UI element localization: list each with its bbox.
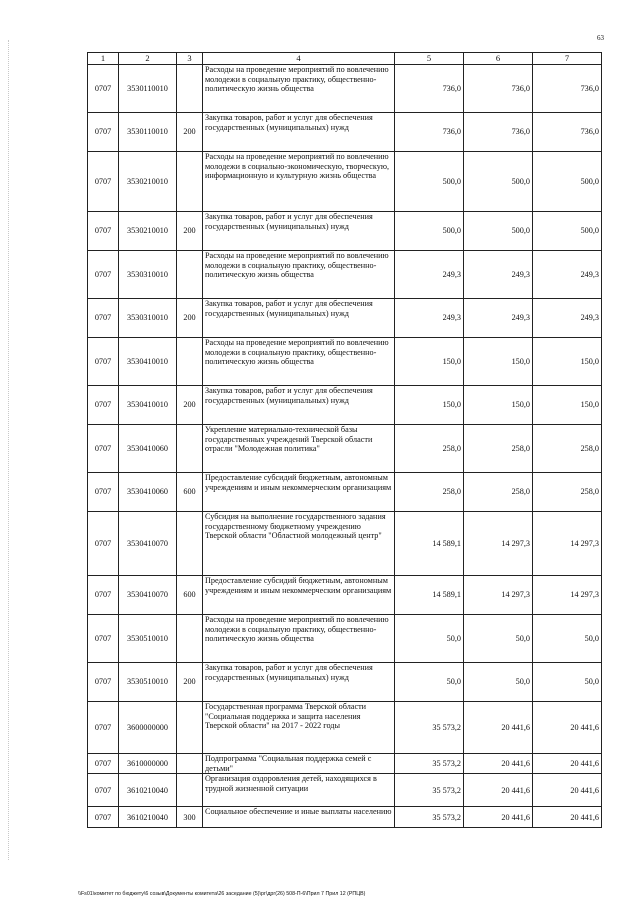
cell-amount-3: 50,0 <box>533 615 602 663</box>
cell-target-article: 3530110010 <box>119 65 177 113</box>
cell-target-article: 3610000000 <box>119 754 177 774</box>
table-row <box>88 807 602 828</box>
table-row <box>88 473 602 512</box>
cell-amount-2: 20 441,6 <box>464 807 533 828</box>
cell-name: Расходы на проведение мероприятий по вовлечению молодежи в социальную практику, общественно-политическую жизнь общества <box>203 251 395 299</box>
cell-name: Закупка товаров, работ и услуг для обеспечения государственных (муниципальных) нужд <box>203 212 395 251</box>
table-row <box>88 512 602 576</box>
cell-expense-type <box>177 251 203 299</box>
table-row <box>88 615 602 663</box>
cell-expense-type <box>177 425 203 473</box>
cell-target-article: 3530410070 <box>119 576 177 615</box>
cell-amount-1: 249,3 <box>395 251 464 299</box>
cell-amount-3: 14 297,3 <box>533 576 602 615</box>
cell-section: 0707 <box>88 576 119 615</box>
cell-amount-1: 35 573,2 <box>395 702 464 754</box>
cell-section: 0707 <box>88 774 119 807</box>
cell-name: Предоставление субсидий бюджетным, автономным учреждениям и иным некоммерческим организациям <box>203 576 395 615</box>
cell-name: Расходы на проведение мероприятий по вовлечению молодежи в социальную практику, общественно-политическую жизнь общества <box>203 65 395 113</box>
cell-target-article: 3530410060 <box>119 425 177 473</box>
cell-section: 0707 <box>88 512 119 576</box>
cell-amount-3: 736,0 <box>533 65 602 113</box>
cell-amount-1: 249,3 <box>395 299 464 338</box>
cell-expense-type <box>177 512 203 576</box>
table-row <box>88 338 602 386</box>
cell-amount-1: 50,0 <box>395 615 464 663</box>
cell-section: 0707 <box>88 663 119 702</box>
cell-name: Закупка товаров, работ и услуг для обеспечения государственных (муниципальных) нужд <box>203 663 395 702</box>
table-row <box>88 65 602 113</box>
cell-amount-2: 500,0 <box>464 212 533 251</box>
cell-amount-3: 500,0 <box>533 152 602 212</box>
cell-amount-3: 249,3 <box>533 251 602 299</box>
cell-amount-1: 500,0 <box>395 212 464 251</box>
cell-amount-3: 20 441,6 <box>533 754 602 774</box>
cell-expense-type: 600 <box>177 576 203 615</box>
cell-amount-3: 14 297,3 <box>533 512 602 576</box>
cell-section: 0707 <box>88 615 119 663</box>
cell-section: 0707 <box>88 152 119 212</box>
cell-amount-1: 50,0 <box>395 663 464 702</box>
cell-target-article: 3530410010 <box>119 338 177 386</box>
cell-target-article: 3530510010 <box>119 663 177 702</box>
cell-amount-2: 150,0 <box>464 386 533 425</box>
table-row <box>88 425 602 473</box>
cell-name: Предоставление субсидий бюджетным, автономным учреждениям и иным некоммерческим организациям <box>203 473 395 512</box>
cell-target-article: 3530410070 <box>119 512 177 576</box>
header-col-4: 4 <box>203 53 395 65</box>
cell-target-article: 3530210010 <box>119 212 177 251</box>
cell-section: 0707 <box>88 807 119 828</box>
header-col-7: 7 <box>533 53 602 65</box>
cell-section: 0707 <box>88 251 119 299</box>
cell-amount-1: 14 589,1 <box>395 576 464 615</box>
cell-expense-type <box>177 702 203 754</box>
cell-target-article: 3610210040 <box>119 807 177 828</box>
cell-section: 0707 <box>88 113 119 152</box>
cell-name: Закупка товаров, работ и услуг для обеспечения государственных (муниципальных) нужд <box>203 299 395 338</box>
cell-expense-type <box>177 65 203 113</box>
cell-amount-3: 258,0 <box>533 425 602 473</box>
cell-target-article: 3530410010 <box>119 386 177 425</box>
cell-section: 0707 <box>88 212 119 251</box>
cell-amount-2: 736,0 <box>464 113 533 152</box>
cell-expense-type <box>177 615 203 663</box>
cell-amount-2: 500,0 <box>464 152 533 212</box>
table-row <box>88 152 602 212</box>
header-col-2: 2 <box>119 53 177 65</box>
cell-target-article: 3600000000 <box>119 702 177 754</box>
cell-section: 0707 <box>88 386 119 425</box>
cell-name: Укрепление материально-технической базы государственных учреждений Тверской области отрасли "Молодежная политика" <box>203 425 395 473</box>
page-number: 63 <box>597 34 604 42</box>
cell-amount-2: 150,0 <box>464 338 533 386</box>
cell-amount-1: 258,0 <box>395 473 464 512</box>
cell-expense-type: 300 <box>177 807 203 828</box>
cell-target-article: 3530210010 <box>119 152 177 212</box>
table-row <box>88 663 602 702</box>
cell-amount-1: 258,0 <box>395 425 464 473</box>
cell-amount-1: 736,0 <box>395 65 464 113</box>
cell-amount-1: 150,0 <box>395 386 464 425</box>
cell-section: 0707 <box>88 65 119 113</box>
cell-expense-type: 200 <box>177 212 203 251</box>
cell-amount-3: 20 441,6 <box>533 774 602 807</box>
header-col-1: 1 <box>88 53 119 65</box>
cell-amount-2: 258,0 <box>464 473 533 512</box>
cell-amount-3: 249,3 <box>533 299 602 338</box>
cell-section: 0707 <box>88 702 119 754</box>
table-header-row <box>88 53 602 65</box>
cell-name: Закупка товаров, работ и услуг для обеспечения государственных (муниципальных) нужд <box>203 113 395 152</box>
cell-amount-3: 20 441,6 <box>533 807 602 828</box>
header-col-5: 5 <box>395 53 464 65</box>
cell-name: Расходы на проведение мероприятий по вовлечению молодежи в социальную практику, общественно-политическую жизнь общества <box>203 615 395 663</box>
cell-name: Подпрограмма "Социальная поддержка семей с детьми" <box>203 754 395 774</box>
cell-amount-3: 258,0 <box>533 473 602 512</box>
budget-table <box>87 52 602 828</box>
cell-amount-3: 150,0 <box>533 338 602 386</box>
cell-amount-2: 258,0 <box>464 425 533 473</box>
header-col-3: 3 <box>177 53 203 65</box>
cell-section: 0707 <box>88 754 119 774</box>
cell-target-article: 3530410060 <box>119 473 177 512</box>
cell-target-article: 3530110010 <box>119 113 177 152</box>
cell-amount-1: 14 589,1 <box>395 512 464 576</box>
cell-expense-type: 200 <box>177 386 203 425</box>
cell-target-article: 3530310010 <box>119 299 177 338</box>
cell-name: Организация оздоровления детей, находящихся в трудной жизненной ситуации <box>203 774 395 807</box>
table-row <box>88 754 602 774</box>
table-row <box>88 251 602 299</box>
cell-amount-1: 736,0 <box>395 113 464 152</box>
cell-amount-1: 35 573,2 <box>395 754 464 774</box>
cell-amount-2: 14 297,3 <box>464 576 533 615</box>
cell-amount-2: 50,0 <box>464 663 533 702</box>
cell-name: Расходы на проведение мероприятий по вовлечению молодежи в социально-экономическую, творческую, информационную и культурную жизнь общества <box>203 152 395 212</box>
table-row <box>88 702 602 754</box>
cell-amount-2: 20 441,6 <box>464 702 533 754</box>
cell-section: 0707 <box>88 425 119 473</box>
cell-section: 0707 <box>88 473 119 512</box>
cell-amount-2: 249,3 <box>464 299 533 338</box>
cell-amount-3: 500,0 <box>533 212 602 251</box>
table-row <box>88 774 602 807</box>
cell-amount-3: 736,0 <box>533 113 602 152</box>
cell-name: Расходы на проведение мероприятий по вовлечению молодежи в социальную практику, общественно-политическую жизнь общества <box>203 338 395 386</box>
table-row <box>88 299 602 338</box>
cell-amount-1: 35 573,2 <box>395 774 464 807</box>
table-body <box>88 65 602 828</box>
cell-target-article: 3530310010 <box>119 251 177 299</box>
cell-amount-2: 249,3 <box>464 251 533 299</box>
header-col-6: 6 <box>464 53 533 65</box>
cell-amount-1: 150,0 <box>395 338 464 386</box>
cell-amount-3: 50,0 <box>533 663 602 702</box>
table-row <box>88 386 602 425</box>
cell-name: Закупка товаров, работ и услуг для обеспечения государственных (муниципальных) нужд <box>203 386 395 425</box>
cell-target-article: 3530510010 <box>119 615 177 663</box>
table-row <box>88 113 602 152</box>
cell-amount-1: 500,0 <box>395 152 464 212</box>
cell-expense-type: 200 <box>177 299 203 338</box>
cell-section: 0707 <box>88 299 119 338</box>
cell-amount-3: 150,0 <box>533 386 602 425</box>
cell-expense-type <box>177 754 203 774</box>
cell-name: Государственная программа Тверской области "Социальная поддержка и защита населения Тверской области" на 2017 - 2022 годы <box>203 702 395 754</box>
cell-amount-2: 14 297,3 <box>464 512 533 576</box>
binding-margin-marks <box>8 40 11 860</box>
cell-amount-2: 20 441,6 <box>464 754 533 774</box>
cell-amount-3: 20 441,6 <box>533 702 602 754</box>
table-row <box>88 576 602 615</box>
cell-name: Социальное обеспечение и иные выплаты населению <box>203 807 395 828</box>
cell-expense-type <box>177 338 203 386</box>
cell-expense-type <box>177 152 203 212</box>
cell-expense-type: 600 <box>177 473 203 512</box>
cell-expense-type: 200 <box>177 663 203 702</box>
table-row <box>88 212 602 251</box>
cell-amount-2: 736,0 <box>464 65 533 113</box>
cell-target-article: 3610210040 <box>119 774 177 807</box>
footer-file-path: \\Fs01\комитет по бюджету\6 созыв\Документы комитета\26 заседание (5)\рг\дрг(26) 508-П-6\Прил 7 Прил 12 (РПЦВ) <box>78 891 366 897</box>
cell-amount-2: 50,0 <box>464 615 533 663</box>
cell-amount-1: 35 573,2 <box>395 807 464 828</box>
cell-section: 0707 <box>88 338 119 386</box>
cell-name: Субсидия на выполнение государственного задания государственному бюджетному учреждению Тверской области "Областной молодежный центр" <box>203 512 395 576</box>
cell-expense-type <box>177 774 203 807</box>
cell-amount-2: 20 441,6 <box>464 774 533 807</box>
cell-expense-type: 200 <box>177 113 203 152</box>
